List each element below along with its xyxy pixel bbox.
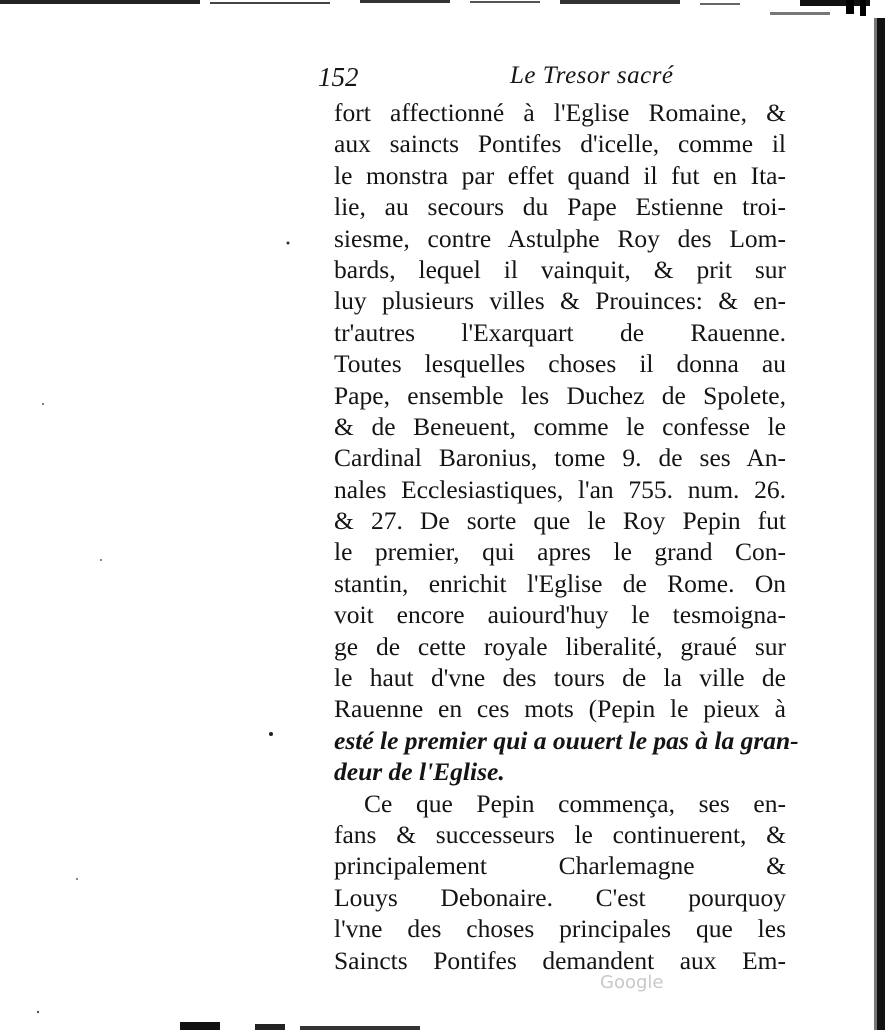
text-line: fort affectionné à l'Eglise Romaine, & [334, 98, 786, 127]
text-line: le premier, qui apres le grand Con- [334, 537, 786, 567]
quotation-line: esté le premier qui a ouuert le pas à la gran- [334, 725, 799, 755]
page-number: 152 [318, 62, 359, 92]
page-header [318, 62, 788, 96]
text-line: ge de cette royale liberalité, graué sur [334, 631, 786, 661]
text-line: Louys Debonaire. C'est pourquoy [334, 882, 786, 912]
text-line: le haut d'vne des tours de la ville de [334, 663, 786, 693]
text-line: siesme, contre Astulphe Roy des Lom- [334, 223, 786, 253]
text-line: aux saincts Pontifes d'icelle, comme il [334, 129, 786, 159]
text-line: fans & successeurs le continuerent, & [334, 819, 786, 849]
text-line: Cardinal Baronius, tome 9. de ses An- [334, 443, 786, 473]
text-line: Saincts Pontifes demandent aux Em- [334, 945, 786, 975]
text-line: nales Ecclesiastiques, l'an 755. num. 26. [334, 474, 786, 504]
text-line: Toutes lesquelles choses il donna au [334, 349, 786, 379]
text-line: tr'autres l'Exarquart de Rauenne. [334, 317, 786, 347]
text-line: bards, lequel il vainquit, & prit sur [334, 254, 786, 284]
text-line: & 27. De sorte que le Roy Pepin fut [334, 506, 786, 536]
text-line: Pape, ensemble les Duchez de Spolete, [334, 380, 786, 410]
text-line: voit encore auiourd'huy le tesmoigna- [334, 600, 786, 630]
paragraph-start-line: Ce que Pepin commença, ses en- [364, 788, 786, 818]
text-line: luy plusieurs villes & Prouinces: & en- [334, 286, 786, 316]
text-line: stantin, enrichit l'Eglise de Rome. On [334, 568, 786, 598]
text-line: Rauenne en ces mots (Pepin le pieux à [334, 694, 786, 724]
scan-watermark: Google [600, 972, 664, 993]
bottom-edge-artifact [0, 1010, 885, 1030]
text-line: & de Beneuent, comme le confesse le [334, 411, 786, 441]
main-text [334, 97, 799, 976]
text-line: lie, au secours du Pape Estienne troi- [334, 192, 786, 222]
quotation-line: deur de l'Eglise. [334, 757, 505, 787]
text-line: le monstra par effet quand il fut en Ita- [334, 160, 786, 190]
running-title: Le Tresor sacré [510, 62, 674, 89]
text-line: principalement Charlemagne & [334, 851, 786, 881]
text-line: l'vne des choses principales que les [334, 914, 786, 944]
